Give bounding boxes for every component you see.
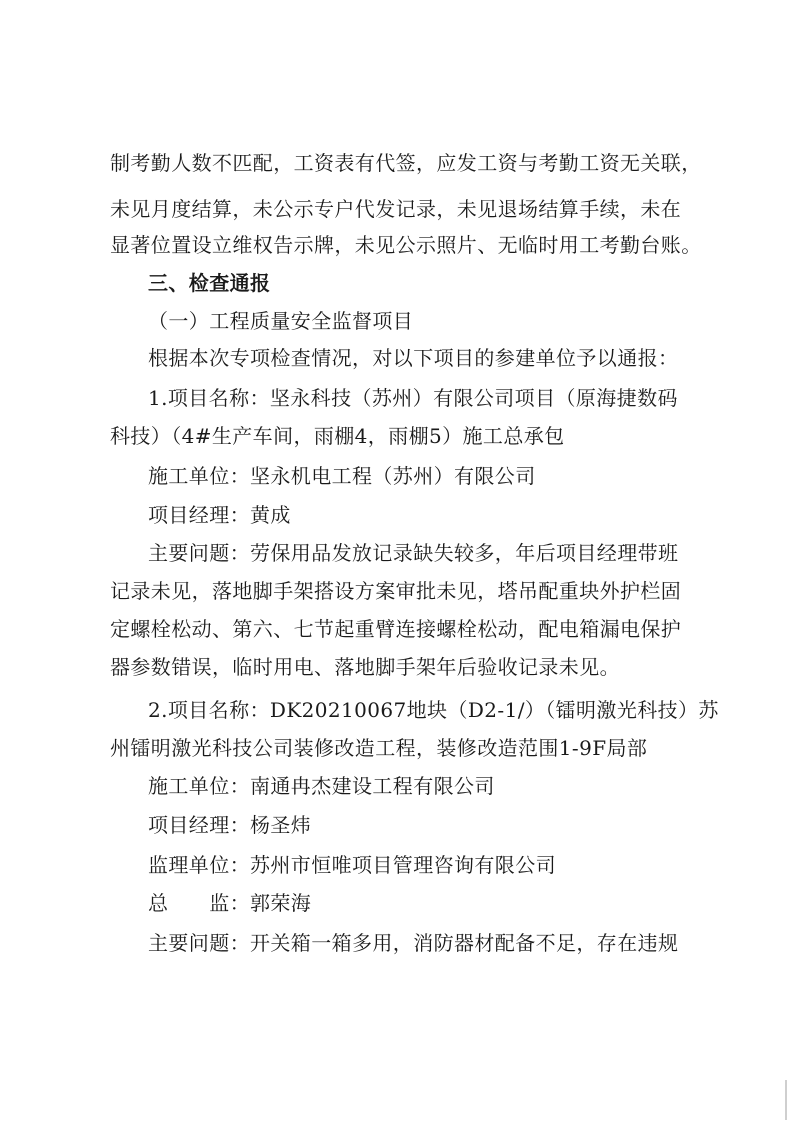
project-1-issues-line-4: 器参数错误，临时用电、落地脚手架年后验收记录未见。 (110, 655, 620, 679)
project-2-issues-line-1: 主要问题：开关箱一箱多用，消防器材配备不足，存在违规 (148, 931, 679, 955)
scan-edge-mark (785, 1080, 787, 1120)
section-heading: 三、检查通报 (148, 271, 271, 295)
project-2-supervisor-unit: 监理单位：苏州市恒唯项目管理咨询有限公司 (148, 853, 556, 877)
project-1-issues-line-3: 定螺栓松动、第六、七节起重臂连接螺栓松动，配电箱漏电保护 (110, 617, 682, 641)
project-1-name-line-1: 1.项目名称：坚永科技（苏州）有限公司项目（原海捷数码 (148, 386, 678, 410)
project-2-chief-supervisor: 总 监：郭荣海 (148, 891, 312, 915)
body-line-3: 显著位置设立维权告示牌，未见公示照片、无临时用工考勤台账。 (110, 233, 702, 257)
body-line-1: 制考勤人数不匹配，工资表有代签，应发工资与考勤工资无关联， (110, 151, 702, 175)
project-2-contractor: 施工单位：南通冉杰建设工程有限公司 (148, 774, 495, 798)
intro-paragraph: 根据本次专项检查情况，对以下项目的参建单位予以通报： (148, 346, 679, 370)
project-2-name-line-1: 2.项目名称：DK20210067地块（D2-1/）（镭明激光科技）苏 (148, 698, 719, 722)
project-1-manager: 项目经理：黄成 (148, 503, 291, 527)
project-1-contractor: 施工单位：坚永机电工程（苏州）有限公司 (148, 464, 536, 488)
project-1-issues-line-2: 记录未见，落地脚手架搭设方案审批未见，塔吊配重块外护栏固 (110, 579, 682, 603)
project-1-name-line-2: 科技）（4#生产车间，雨棚4，雨棚5）施工总承包 (110, 424, 565, 448)
project-1-issues-line-1: 主要问题：劳保用品发放记录缺失较多，年后项目经理带班 (148, 541, 679, 565)
project-2-name-line-2: 州镭明激光科技公司装修改造工程，装修改造范围1-9F局部 (110, 736, 648, 760)
project-2-manager: 项目经理：杨圣炜 (148, 813, 312, 837)
subsection-heading: （一）工程质量安全监督项目 (148, 309, 414, 333)
body-line-2: 未见月度结算，未公示专户代发记录，未见退场结算手续，未在 (110, 197, 682, 221)
